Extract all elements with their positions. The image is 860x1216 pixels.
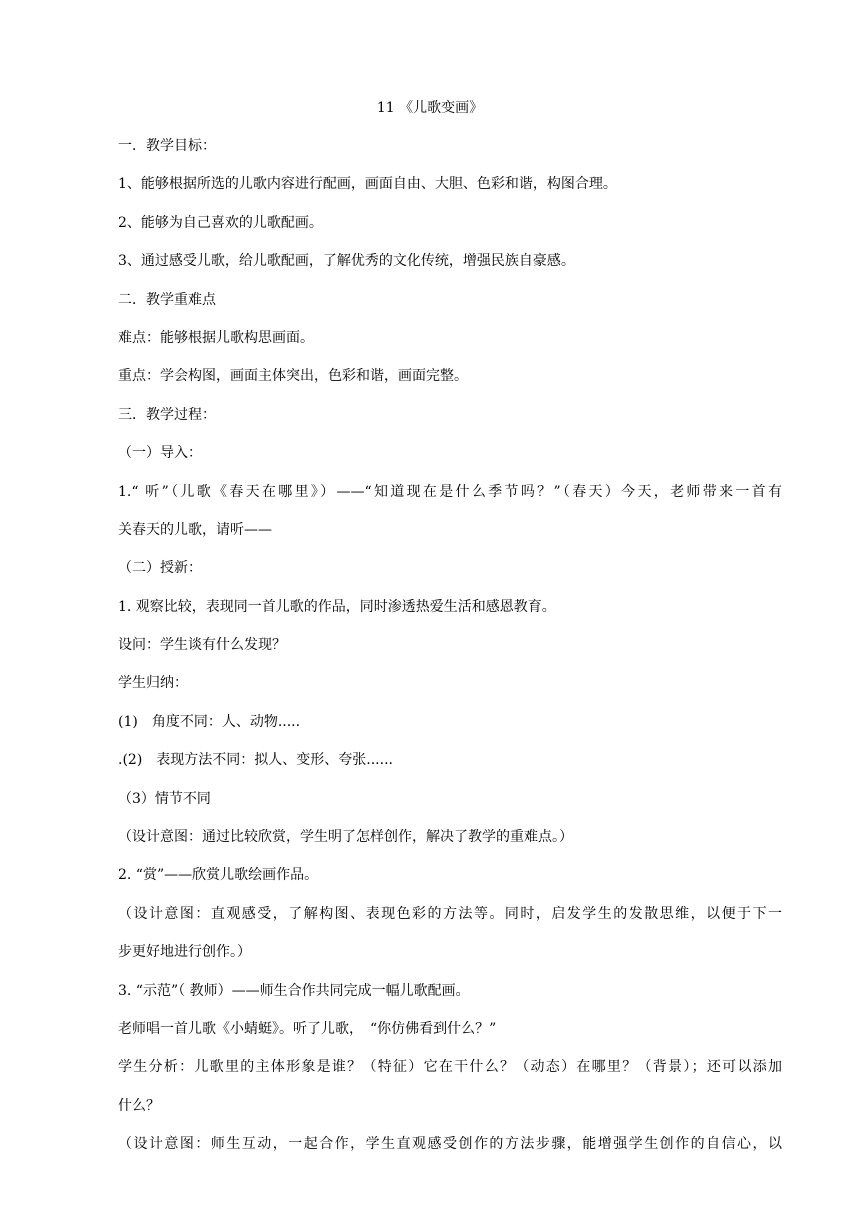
paragraph: 3. “示范”（ 教师）——师生合作共同完成一幅儿歌配画。 xyxy=(118,982,470,999)
paragraph: 学生归纳： xyxy=(118,675,188,692)
paragraph: 学生分析：儿歌里的主体形象是谁？（特征）它在干什么？（动态）在哪里？（背景）；还可以添加 xyxy=(118,1059,782,1076)
paragraph: （设计意图：直观感受，了解构图、表现色彩的方法等。同时，启发学生的发散思维，以便于下一 xyxy=(118,905,782,922)
paragraph: 关春天的儿歌，请听—— xyxy=(118,521,272,538)
paragraph: 难点：能够根据儿歌构思画面。 xyxy=(118,329,314,346)
list-item: (1) 角度不同：人、动物..... xyxy=(118,713,301,730)
paragraph: 设问：学生谈有什么发现？ xyxy=(118,637,286,654)
section-heading-process: 三．教学过程： xyxy=(118,406,216,423)
paragraph: 步更好地进行创作。） xyxy=(118,944,251,961)
paragraph: （设计意图：通过比较欣赏，学生明了怎样创作，解决了教学的重难点。） xyxy=(118,829,573,846)
page-title: 11 《儿歌变画》 xyxy=(376,100,484,116)
paragraph: 2. “赏”——欣赏儿歌绘画作品。 xyxy=(118,867,319,884)
paragraph: 2、能够为自己喜欢的儿歌配画。 xyxy=(118,214,323,231)
paragraph: 什么？ xyxy=(118,1097,160,1114)
subsection-heading: （一）导入： xyxy=(118,445,202,462)
section-heading-goals: 一．教学目标： xyxy=(118,138,216,154)
paragraph: 1.“ 听”（儿歌《春天在哪里》）——“知道现在是什么季节吗？”（春天）今天，老师带来一首有 xyxy=(118,483,782,500)
paragraph: 1、能够根据所选的儿歌内容进行配画，画面自由、大胆、色彩和谐，构图合理。 xyxy=(118,176,617,193)
section-heading-key-points: 二．教学重难点 xyxy=(118,291,216,308)
paragraph: 3、通过感受儿歌，给儿歌配画，了解优秀的文化传统，增强民族自豪感。 xyxy=(118,253,575,270)
document-body xyxy=(118,136,782,1173)
paragraph: 老师唱一首儿歌《小蜻蜓》。听了儿歌， “你仿佛看到什么？” xyxy=(118,1020,497,1037)
paragraph: 重点：学会构图，画面主体突出，色彩和谐，画面完整。 xyxy=(118,368,468,385)
paragraph: （设计意图：师生互动，一起合作，学生直观感受创作的方法步骤，能增强学生创作的自信心，以 xyxy=(118,1136,782,1153)
paragraph: 1. 观察比较，表现同一首儿歌的作品，同时渗透热爱生活和感恩教育。 xyxy=(118,598,556,615)
list-item: .(2) 表现方法不同：拟人、变形、夸张...... xyxy=(118,752,393,769)
list-item: （3）情节不同 xyxy=(118,790,211,807)
subsection-heading: （二）授新： xyxy=(118,560,202,577)
